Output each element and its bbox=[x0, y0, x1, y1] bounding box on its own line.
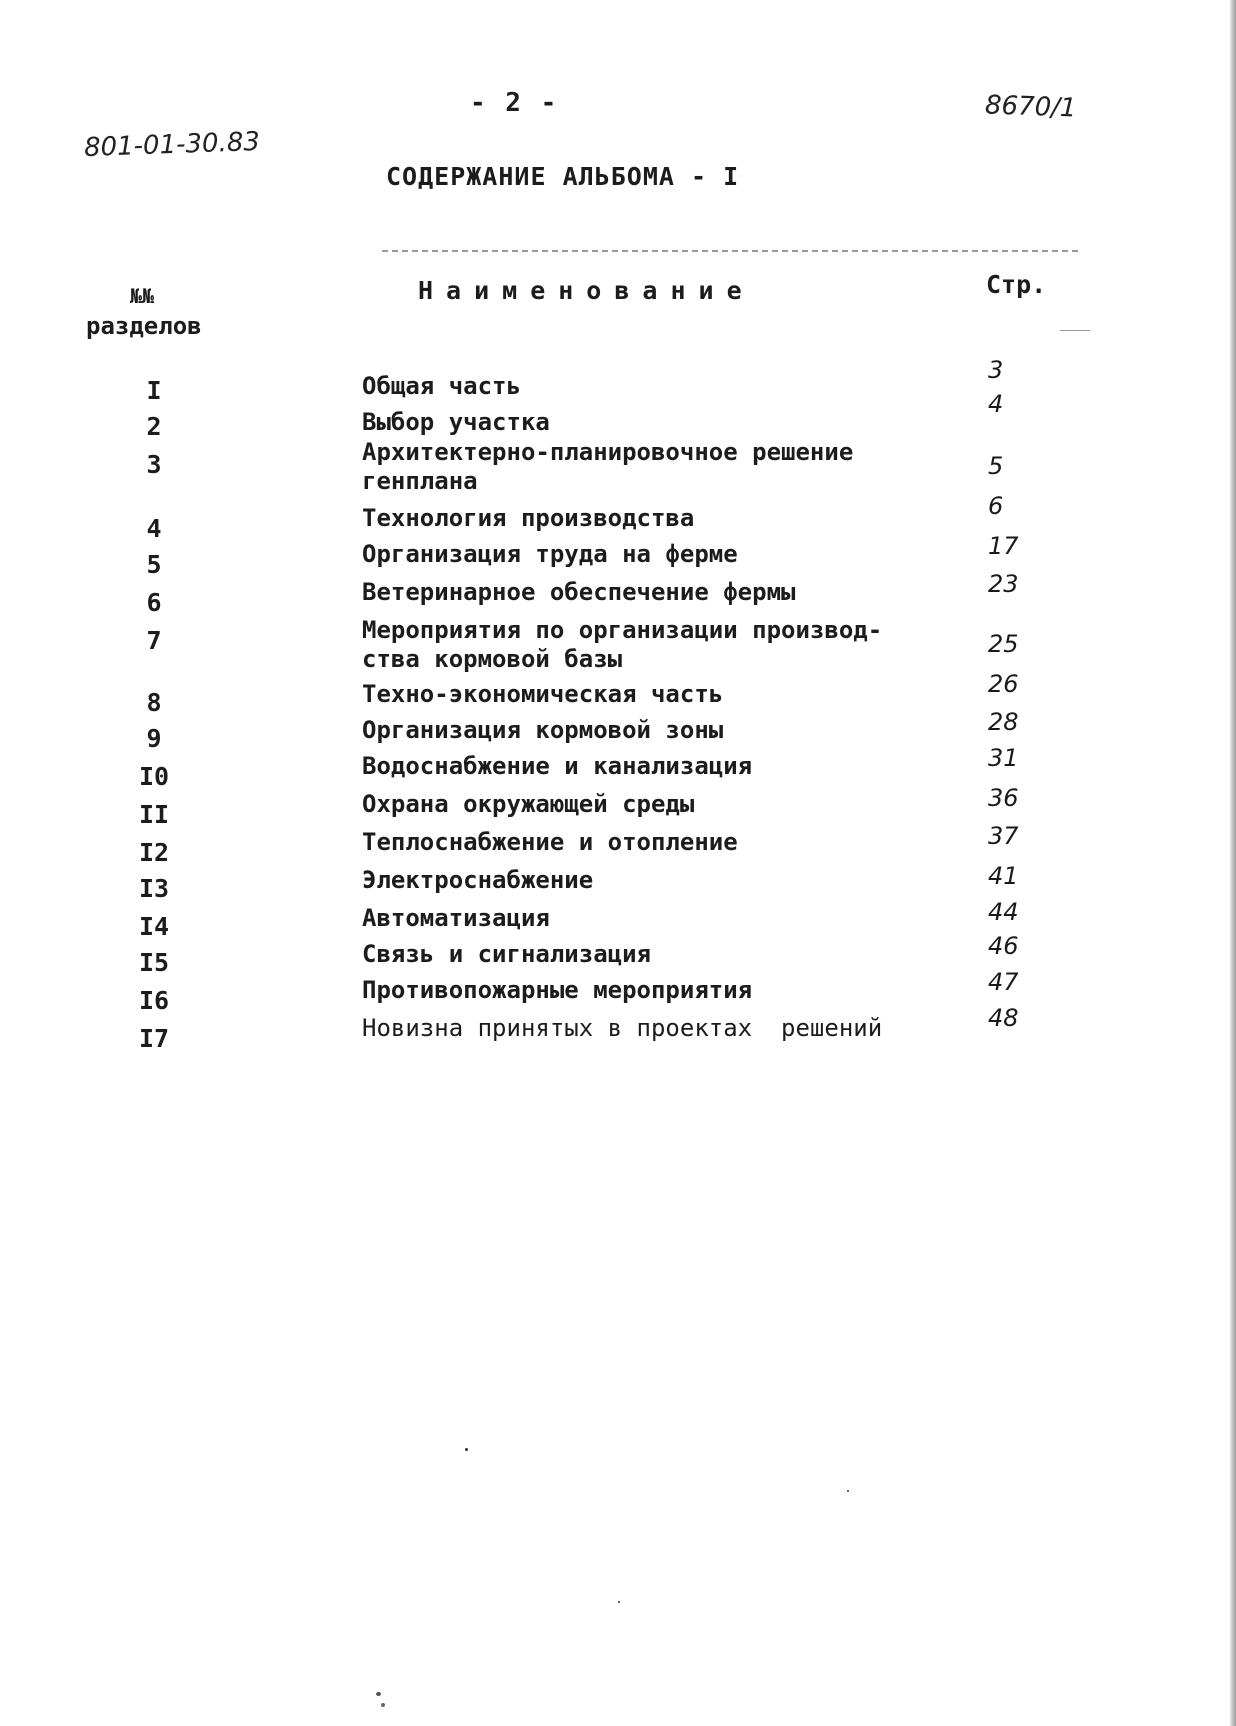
section-page: 3 bbox=[988, 356, 1004, 384]
section-number: I bbox=[146, 376, 162, 405]
section-name: Автоматизация bbox=[362, 904, 550, 932]
scan-speck bbox=[618, 1601, 620, 1603]
section-name: Общая часть bbox=[362, 372, 521, 400]
section-page: 36 bbox=[988, 784, 1019, 812]
section-name: Архитектерно-планировочное решение генплана bbox=[362, 438, 854, 495]
section-name: Технология производства bbox=[362, 504, 695, 532]
section-name: Теплоснабжение и отопление bbox=[362, 828, 738, 856]
section-page: 23 bbox=[988, 570, 1019, 598]
section-page: 4 bbox=[988, 390, 1004, 418]
section-name: Организация труда на ферме bbox=[362, 540, 738, 568]
section-page: 31 bbox=[988, 744, 1019, 772]
scan-speck bbox=[381, 1703, 385, 1707]
section-name: Водоснабжение и канализация bbox=[362, 752, 753, 780]
section-page: 48 bbox=[988, 1004, 1019, 1032]
section-number: I4 bbox=[138, 912, 170, 941]
archive-number: 8670/1 bbox=[984, 90, 1077, 124]
section-name: Электроснабжение bbox=[362, 866, 594, 894]
section-number: 8 bbox=[146, 688, 162, 717]
section-number: 2 bbox=[146, 412, 162, 441]
page-title: СОДЕРЖАНИЕ АЛЬБОМА - I bbox=[386, 162, 740, 191]
section-page: 17 bbox=[988, 532, 1019, 560]
section-number: I0 bbox=[138, 762, 170, 791]
section-number: 5 bbox=[146, 550, 162, 579]
column-header-number: разделов bbox=[86, 312, 202, 340]
scan-speck bbox=[376, 1692, 381, 1696]
section-number: 3 bbox=[146, 450, 162, 479]
section-page: 44 bbox=[988, 898, 1019, 926]
section-page: 47 bbox=[988, 968, 1019, 996]
section-name: Противопожарные мероприятия bbox=[362, 976, 753, 1004]
column-header-page: Стр. bbox=[986, 270, 1047, 299]
section-number: I6 bbox=[138, 986, 170, 1015]
section-number: I2 bbox=[138, 838, 170, 867]
section-page: 46 bbox=[988, 932, 1019, 960]
section-name: Выбор участка bbox=[362, 408, 550, 436]
section-number: I7 bbox=[138, 1024, 170, 1053]
column-header-number-symbol: №№ bbox=[130, 284, 155, 308]
column-header-name: Наименование bbox=[418, 276, 755, 305]
section-number: 4 bbox=[146, 514, 162, 543]
section-number: II bbox=[138, 800, 170, 829]
scan-speck bbox=[465, 1448, 468, 1451]
page-number: - 2 - bbox=[470, 88, 559, 118]
section-number: 7 bbox=[146, 626, 162, 655]
section-number: I3 bbox=[138, 874, 170, 903]
section-name: Связь и сигнализация bbox=[362, 940, 651, 968]
section-page: 37 bbox=[988, 822, 1019, 850]
section-page: 26 bbox=[988, 670, 1019, 698]
section-name: Новизна принятых в проектах решений bbox=[362, 1014, 883, 1042]
section-number: I5 bbox=[138, 948, 170, 977]
section-name: Мероприятия по организации производ- ства кормовой базы bbox=[362, 616, 883, 673]
scan-speck bbox=[847, 1490, 849, 1492]
section-number: 9 bbox=[146, 724, 162, 753]
section-name: Ветеринарное обеспечение фермы bbox=[362, 578, 796, 606]
section-page: 6 bbox=[988, 492, 1004, 520]
section-name: Охрана окружающей среды bbox=[362, 790, 695, 818]
section-page: 28 bbox=[988, 708, 1019, 736]
section-page: 25 bbox=[988, 630, 1019, 658]
section-number: 6 bbox=[146, 588, 162, 617]
section-page: 5 bbox=[988, 452, 1004, 480]
document-code: 801-01-30.83 bbox=[83, 126, 261, 164]
section-name: Техно-экономическая часть bbox=[362, 680, 724, 708]
section-page: 41 bbox=[988, 862, 1019, 890]
section-name: Организация кормовой зоны bbox=[362, 716, 724, 744]
